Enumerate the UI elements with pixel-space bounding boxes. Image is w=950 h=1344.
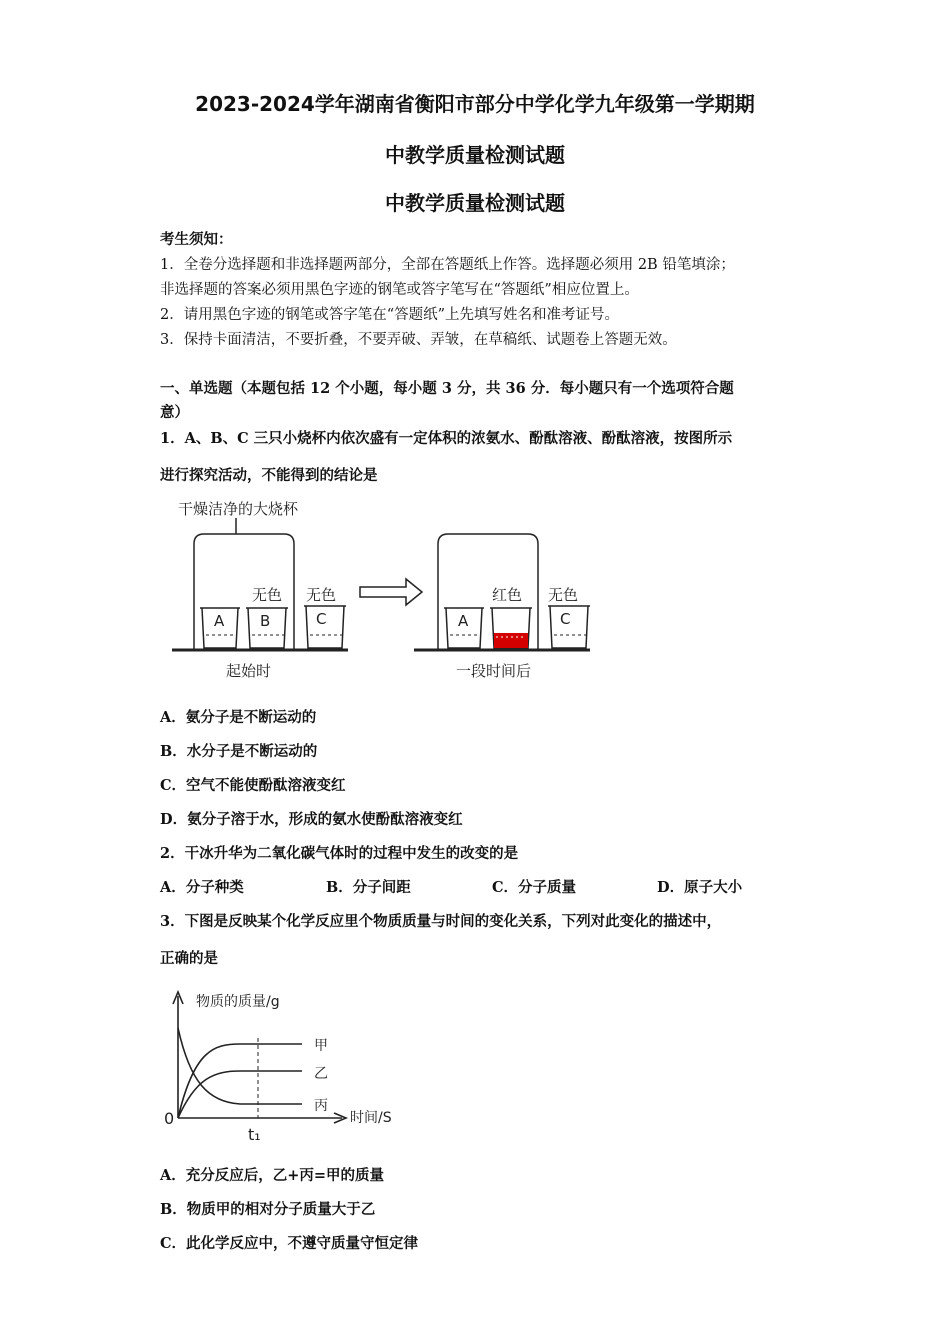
curve-bing-label: 丙 xyxy=(314,1098,328,1114)
q1-figure xyxy=(160,492,600,690)
left-b-color: 无色 xyxy=(252,586,283,604)
notice-item-3: 3．保持卡面清洁，不要折叠，不要弄破、弄皱，在草稿纸、试题卷上答题无效。 xyxy=(160,332,677,348)
notice-item-2: 2．请用黑色字迹的钢笔或答字笔在“答题纸”上先填写姓名和准考证号。 xyxy=(160,307,620,323)
q2-option-c: C．分子质量 xyxy=(492,879,577,896)
big-beaker-right xyxy=(438,534,538,650)
title-line-3: 中教学质量检测试题 xyxy=(385,191,565,215)
t1-label: t₁ xyxy=(248,1125,261,1144)
section-heading: 一、单选题（本题包括 12 个小题，每小题 3 分，共 36 分．每小题只有一个选项符合题 xyxy=(160,380,734,397)
q2-stem: 2．干冰升华为二氧化碳气体时的过程中发生的改变的是 xyxy=(160,845,519,862)
q3-stem: 3．下图是反映某个化学反应里个物质质量与时间的变化关系，下列对此变化的描述中， xyxy=(160,913,722,930)
q1-option-c: C．空气不能使酚酞溶液变红 xyxy=(160,777,346,794)
q3-stem-cont: 正确的是 xyxy=(160,950,218,967)
q3-option-b: B．物质甲的相对分子质量大于乙 xyxy=(160,1201,376,1218)
beaker-b-label-right: B xyxy=(504,610,515,628)
q2-option-a: A．分子种类 xyxy=(160,879,244,896)
q3-option-a: A．充分反应后，乙+丙=甲的质量 xyxy=(160,1167,385,1184)
q2-option-b: B．分子间距 xyxy=(326,879,411,896)
big-beaker-label: 干燥洁净的大烧杯 xyxy=(178,500,299,518)
x-axis-label: 时间/S xyxy=(350,1110,392,1126)
title-line-1: 2023-2024学年湖南省衡阳市部分中学化学九年级第一学期期 xyxy=(195,92,755,116)
left-c-color: 无色 xyxy=(306,586,337,604)
q2-option-d: D．原子大小 xyxy=(657,879,743,896)
beaker-c-label-left: C xyxy=(316,610,327,628)
q3-option-c: C．此化学反应中，不遵守质量守恒定律 xyxy=(160,1235,419,1252)
curve-yi-label: 乙 xyxy=(314,1066,328,1082)
q3-graph xyxy=(156,982,416,1148)
right-c-color: 无色 xyxy=(548,586,579,604)
beaker-c-label-right: C xyxy=(560,610,571,628)
q1-option-a: A．氨分子是不断运动的 xyxy=(160,709,317,726)
q1-option-b: B．水分子是不断运动的 xyxy=(160,743,318,760)
q1-stem: 1．A、B、C 三只小烧杯内依次盛有一定体积的浓氨水、酚酞溶液、酚酞溶液，按图所示 xyxy=(160,430,733,447)
section-heading-cont: 意） xyxy=(160,404,189,421)
notice-item-1-cont: 非选择题的答案必须用黑色字迹的钢笔或答字笔写在“答题纸”相应位置上。 xyxy=(160,282,639,298)
arrow-icon xyxy=(360,579,422,605)
notice-item-1: 1．全卷分选择题和非选择题两部分，全部在答题纸上作答。选择题必须用 2B 铅笔填涂； xyxy=(160,257,735,273)
curve-jia xyxy=(178,1044,302,1118)
q1-option-d: D．氨分子溶于水，形成的氨水使酚酞溶液变红 xyxy=(160,811,463,828)
q1-stem-cont: 进行探究活动，不能得到的结论是 xyxy=(160,467,378,484)
title-line-2: 中教学质量检测试题 xyxy=(385,143,565,167)
beaker-a-label-left: A xyxy=(214,612,225,630)
right-b-color: 红色 xyxy=(492,586,523,604)
red-solution xyxy=(494,633,528,648)
beaker-b-label-left: B xyxy=(260,612,271,630)
notice-heading: 考生须知： xyxy=(160,231,233,248)
origin-label: 0 xyxy=(164,1109,175,1128)
right-caption: 一段时间后 xyxy=(456,662,532,680)
curve-jia-label: 甲 xyxy=(314,1038,328,1054)
left-caption: 起始时 xyxy=(226,662,272,680)
beaker-a-label-right: A xyxy=(458,612,469,630)
y-axis-label: 物质的质量/g xyxy=(196,994,280,1010)
